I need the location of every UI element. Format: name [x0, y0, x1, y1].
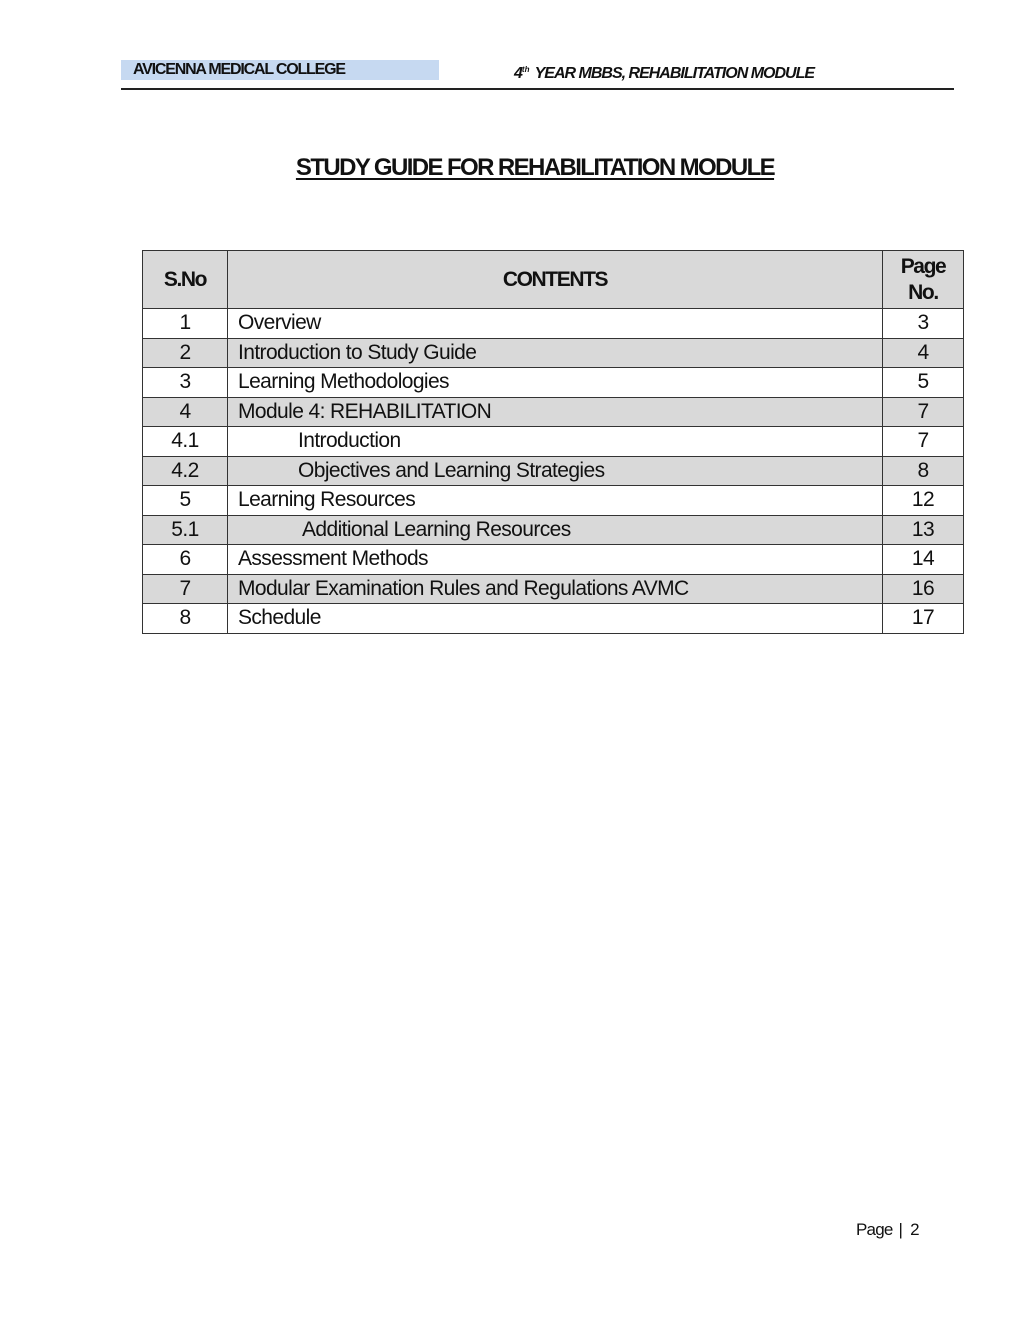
row-content: Assessment Methods	[228, 545, 883, 575]
row-page: 7	[883, 397, 964, 427]
row-content: Additional Learning Resources	[228, 515, 883, 545]
row-page: 7	[883, 427, 964, 457]
row-content: Introduction	[228, 427, 883, 457]
row-sno: 4.1	[143, 427, 228, 457]
page-header-line2: No.	[908, 280, 938, 304]
contents-table	[142, 250, 964, 634]
table-row	[143, 427, 964, 457]
row-content: Learning Methodologies	[228, 368, 883, 398]
module-title	[514, 60, 814, 84]
module-text: YEAR MBBS, REHABILITATION MODULE	[534, 65, 815, 82]
row-sno: 5.1	[143, 515, 228, 545]
row-sno: 7	[143, 574, 228, 604]
year-number: 4	[514, 65, 522, 82]
document-title: STUDY GUIDE FOR REHABILITATION MODULE	[295, 154, 775, 181]
page-number: 2	[910, 1220, 919, 1239]
row-page: 5	[883, 368, 964, 398]
row-content: Objectives and Learning Strategies	[228, 456, 883, 486]
page-header	[121, 58, 954, 90]
row-sno: 4	[143, 397, 228, 427]
page-separator: |	[898, 1220, 903, 1239]
year-suffix: th	[521, 65, 530, 74]
row-content: Learning Resources	[228, 486, 883, 516]
college-name: AVICENNA MEDICAL COLLEGE	[121, 60, 439, 80]
row-page: 8	[883, 456, 964, 486]
row-content: Schedule	[228, 604, 883, 634]
table-row	[143, 397, 964, 427]
row-sno: 3	[143, 368, 228, 398]
row-content: Overview	[228, 309, 883, 339]
row-page: 16	[883, 574, 964, 604]
row-page: 4	[883, 338, 964, 368]
row-sno: 1	[143, 309, 228, 339]
row-page: 14	[883, 545, 964, 575]
table-row	[143, 368, 964, 398]
row-content: Module 4: REHABILITATION	[228, 397, 883, 427]
table-row	[143, 338, 964, 368]
table-row	[143, 574, 964, 604]
row-sno: 8	[143, 604, 228, 634]
row-content: Modular Examination Rules and Regulations AVMC	[228, 574, 883, 604]
row-sno: 4.2	[143, 456, 228, 486]
table-row	[143, 515, 964, 545]
page-column-header	[883, 251, 964, 309]
row-page: 13	[883, 515, 964, 545]
row-page: 3	[883, 309, 964, 339]
table-row	[143, 604, 964, 634]
table-row	[143, 456, 964, 486]
contents-column-header: CONTENTS	[228, 251, 883, 309]
row-sno: 2	[143, 338, 228, 368]
row-sno: 5	[143, 486, 228, 516]
table-row	[143, 309, 964, 339]
table-row	[143, 545, 964, 575]
row-content: Introduction to Study Guide	[228, 338, 883, 368]
page-header-line1: Page	[900, 254, 946, 278]
page-label: Page	[856, 1220, 893, 1239]
table-header-row	[143, 251, 964, 309]
row-sno: 6	[143, 545, 228, 575]
sno-column-header: S.No	[143, 251, 228, 309]
page-footer	[856, 1220, 919, 1240]
row-page: 12	[883, 486, 964, 516]
row-page: 17	[883, 604, 964, 634]
table-row	[143, 486, 964, 516]
